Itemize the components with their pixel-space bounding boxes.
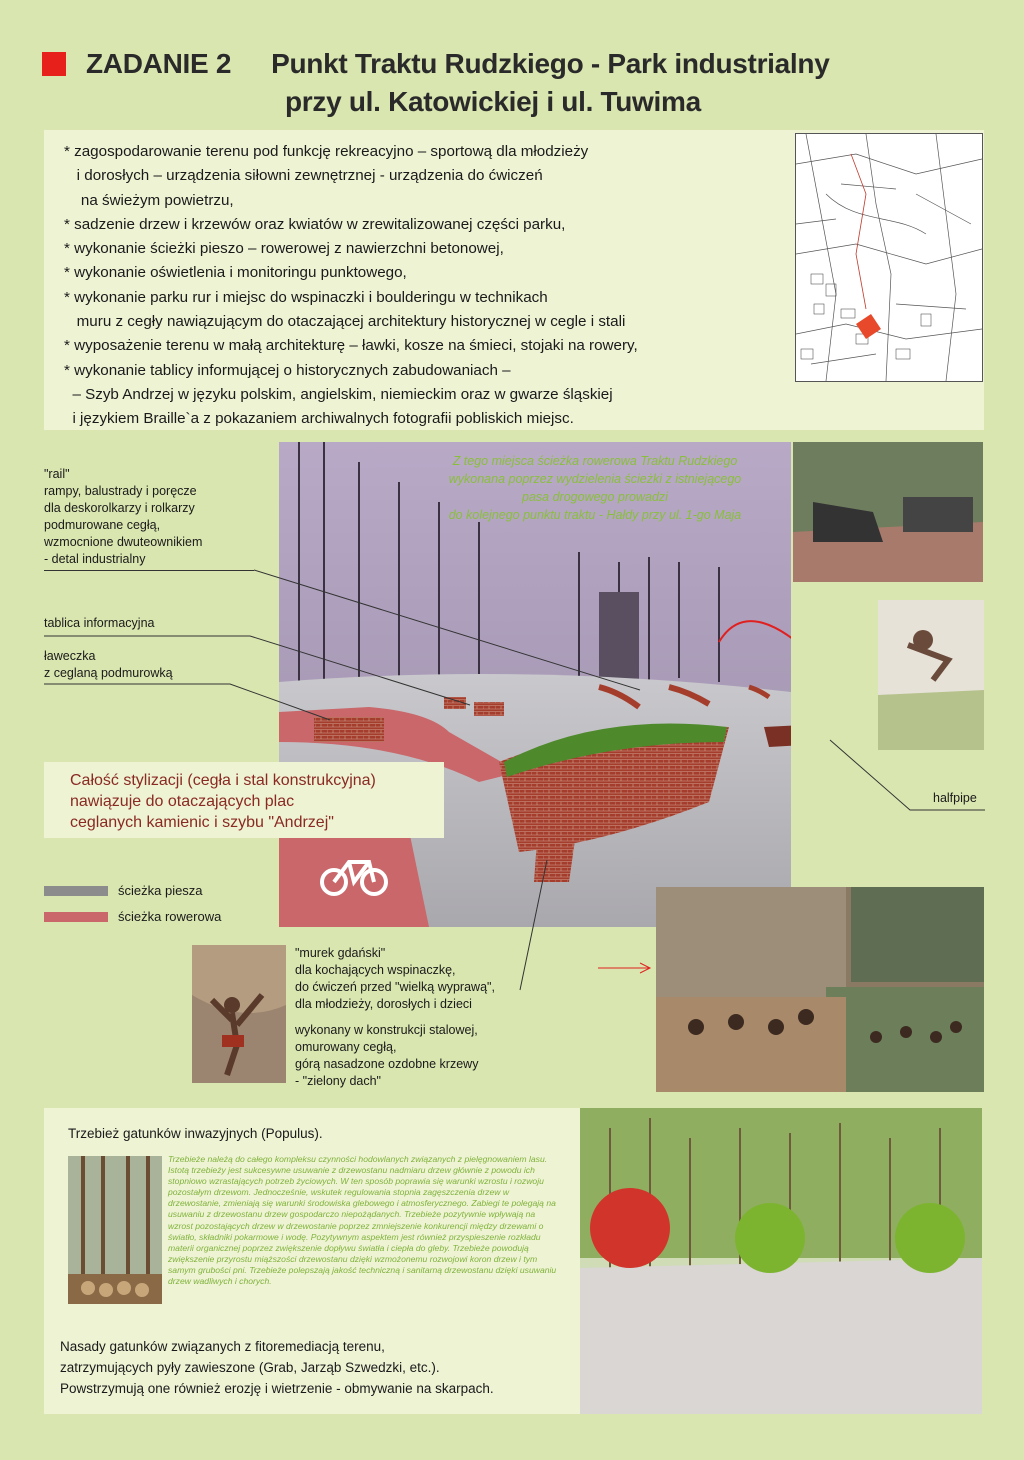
task-item: * wykonanie ścieżki pieszo – rowerowej z nawierzchni betonowej, (64, 240, 504, 258)
murek-label-line: "murek gdański" (295, 946, 386, 960)
planting-note-line: zatrzymujących pyły zawieszone (Grab, Jarząb Szwedzki, etc.). (60, 1360, 440, 1375)
route-note-line: wykonana poprzez wydzielenia ścieżki z istniejącego (448, 472, 742, 486)
thinning-title: Trzebież gatunków inwazyjnych (Populus). (68, 1126, 323, 1141)
climber-photo (192, 945, 286, 1083)
task-item: * zagospodarowanie terenu pod funkcję rekreacyjno – sportową dla młodzieży (64, 143, 589, 160)
rail-label-line: wzmocnione dwuteownikiem (44, 535, 203, 549)
murek-construction-line: omurowany cegłą, (295, 1040, 397, 1054)
task-item: na świeżym powietrzu, (64, 191, 234, 209)
planting-note-line: Powstrzymują one również erozję i wietrzenie - obmywanie na skarpach. (60, 1381, 494, 1396)
rail-label-line: podmurowane cegłą, (44, 518, 161, 532)
task-item: * wykonanie oświetlenia i monitoringu punktowego, (64, 264, 407, 282)
title-line2: przy ul. Katowickiej i ul. Tuwima (285, 86, 701, 117)
title-line1: Punkt Traktu Rudzkiego - Park industrialny (271, 48, 830, 79)
task-label: ZADANIE 2 (86, 48, 232, 79)
legend-pedestrian-label: ścieżka piesza (118, 883, 203, 898)
forest-photo (68, 1156, 162, 1304)
murek-construction-line: wykonany w konstrukcji stalowej, (295, 1023, 478, 1037)
legend-bike-label: ścieżka rowerowa (118, 909, 222, 924)
rail-label-line: "rail" (44, 467, 70, 481)
task-item: i dorosłych – urządzenia siłowni zewnętrznej - urządzenia do ćwiczeń (64, 167, 543, 185)
stylization-line: ceglanych kamienic i szybu "Andrzej" (70, 814, 334, 831)
task-item: * sadzenie drzew i krzewów oraz kwiatów w zrewitalizowanej części parku, (64, 215, 566, 233)
route-note-line: pasa drogowego prowadzi (522, 490, 668, 504)
task-item: muru z cegły nawiązującym do otaczającej architektury historycznej w cegle i stali (64, 313, 626, 331)
halfpipe-label: halfpipe (933, 791, 977, 805)
climbing-group-photo (656, 887, 984, 1092)
task-item: * wyposażenie terenu w małą architekturę – ławki, kosze na śmieci, stojaki na rowery, (64, 337, 638, 355)
murek-label-line: dla młodzieży, dorosłych i dzieci (295, 997, 472, 1011)
planting-note-line: Nasady gatunków związanych z fitoremediacją terenu, (60, 1339, 385, 1354)
route-note-line: do kolejnego punktu traktu - Hałdy przy ul. 1-go Maja (448, 508, 742, 522)
rail-label-line: dla deskorolkarzy i rolkarzy (44, 501, 195, 515)
task-item: * wykonanie parku rur i miejsc do wspinaczki i boulderingu w technikach (64, 288, 548, 306)
stylization-line: Całość stylizacji (cegła i stal konstrukcyjna) (70, 772, 376, 789)
laweczka-label-line: z ceglaną podmurowką (44, 666, 173, 680)
tablica-label: tablica informacyjna (44, 616, 155, 630)
legend-bike-swatch (44, 912, 108, 922)
murek-label-line: dla kochających wspinaczkę, (295, 963, 456, 977)
murek-label-line: do ćwiczeń przed "wielką wyprawą", (295, 980, 495, 994)
thinning-description: Trzebieże należą do całego kompleksu czynności hodowlanych związanych z pielęgnowaniem lasu. Istotą trzebieży jest sukcesywne usuwanie z drzewostanu nadmiaru drzew głównie z powodu ich stopniowo wzrastających potrzeb życiowych. W ten sposób poprawia się warunki wzrostu i rozwoju pozostałym drzewom. Jednocześnie, wskutek regulowania stopnia zagęszczenia drzew w drzewostanie, zmieniają się warunki środowiska glebowego i atmosferycznego. Zabiegi te polegają na usuwaniu z drzewostanu drzew gospodarczo niepożądanych. Trzebieże pozytywnie wpływają na wzrost pozostających drzew w drzewostanie poprzez zmniejszenie konkurencji między drzewami o światło, składniki pokarmowe i wodę. Pozytywnym aspektem jest również przyspieszenie rozkładu materii organicznej poprzez zwiększenie dopływu światła i ciepła do gleby. Trzebieże powodują zwiększenie przyrostu miąższości drzewostanu dzięki wzmożonemu rozwojowi koron drzew i tym samym grubości pni. Trzebieże polepszają jakość techniczną i sanitarną drzewostanu dzięki usuwaniu drzew wadliwych i chorych. (168, 1154, 557, 1287)
rail-label-line: rampy, balustrady i poręcze (44, 484, 197, 498)
murek-label (295, 945, 495, 1013)
route-note-line: Z tego miejsca ścieżka rowerowa Traktu Rudzkiego (452, 454, 738, 468)
murek-construction-line: - "zielony dach" (295, 1074, 381, 1088)
laweczka-label-line: ławeczka (44, 649, 96, 663)
task-item: – Szyb Andrzej w języku polskim, angielskim, niemieckim oraz w gwarze śląskiej (64, 385, 613, 403)
laweczka-label (44, 648, 173, 682)
murek-construction-label (295, 1022, 478, 1090)
task-item: i językiem Braille`a z pokazaniem archiwalnych fotografii pobliskich miejsc. (64, 410, 574, 428)
rail-label-line: - detal industrialny (44, 552, 146, 566)
murek-construction-line: górą nasadzone ozdobne krzewy (295, 1057, 479, 1071)
forest-visualization (580, 1108, 982, 1414)
stylization-note (44, 762, 444, 838)
task-item: * wykonanie tablicy informującej o historycznych zabudowaniach – (64, 361, 511, 379)
legend-pedestrian-swatch (44, 886, 108, 896)
stylization-line: nawiązuje do otaczających plac (70, 793, 295, 810)
planting-note (60, 1336, 494, 1399)
